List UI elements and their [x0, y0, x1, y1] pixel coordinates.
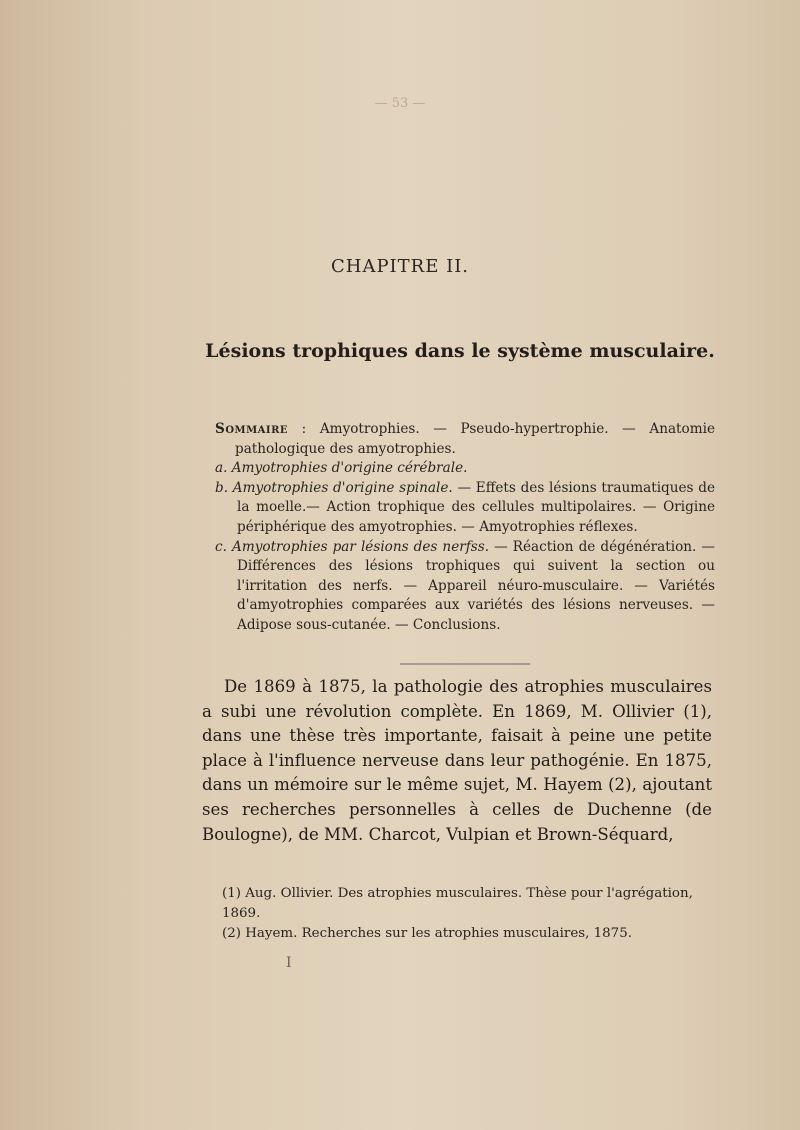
footnotes: [200, 884, 715, 943]
summary-item-c: [205, 538, 715, 636]
chapter-heading: CHAPITRE II.: [330, 256, 470, 277]
footnote-1: (1) Aug. Ollivier. Des atrophies musculaires. Thèse pour l'agrégation, 1869.: [222, 886, 693, 921]
section-title: Lésions trophiques dans le système musculaire.: [205, 340, 715, 362]
section-divider: [400, 663, 530, 665]
summary-item-title: Amyotrophies par lésions des nerfss.: [232, 538, 490, 555]
summary-lead: [205, 420, 715, 459]
summary-item-title: Amyotrophies d'origine spinale.: [232, 479, 453, 496]
summary-lead-text: Amyotrophies. — Pseudo-hypertrophie. — Anatomie pathologique des amyotrophies.: [235, 421, 715, 457]
summary-colon: :: [288, 421, 320, 437]
summary-block: [205, 420, 715, 636]
body-text: [202, 675, 712, 847]
footnote-2: (2) Hayem. Recherches sur les atrophies musculaires, 1875.: [222, 925, 632, 941]
body-paragraph: De 1869 à 1875, la pathologie des atrophies musculaires a subi une révolution complète. En 1869, M. Ollivier (1), dans une thèse très importante, faisait à peine une petite place à l'influence nerveuse dans leur pathogénie. En 1875, dans un mémoire sur le même sujet, M. Hayem (2), ajoutant ses recherches personnelles à celles de Duchenne (de Boulogne), de MM. Charcot, Vulpian et Brown-Séquard,: [202, 677, 712, 844]
summary-item-letter: b.: [215, 479, 229, 496]
summary-item-text: — Réaction de dégénération. — Différences des lésions trophiques qui suivent la section ou l'irritation des nerfs. — Appareil néuro-musculaire. — Variétés d'amyotrophies comparées aux variétés des lésions nerveuses. — Adipose sous-cutanée. — Conclusions.: [237, 538, 715, 633]
summary-label: Sommaire: [215, 421, 289, 437]
signature-mark: I: [286, 955, 292, 971]
summary-item-title: Amyotrophies d'origine cérébrale.: [231, 460, 468, 477]
summary-item-a: [205, 459, 715, 479]
summary-item-letter: c.: [215, 538, 227, 555]
summary-item-b: [205, 479, 715, 538]
summary-item-text: — Effets des lésions traumatiques de la moelle.— Action trophique des cellules multipolaires. — Origine périphérique des amyotrophies. — Amyotrophies réflexes.: [237, 479, 716, 535]
page-number: — 53 —: [374, 96, 426, 111]
summary-item-letter: a.: [215, 460, 228, 477]
